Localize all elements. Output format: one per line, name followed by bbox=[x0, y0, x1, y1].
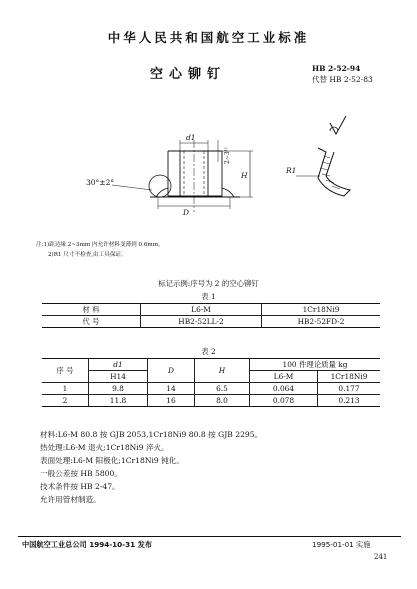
publisher: 中国航空工业总公司 1994-10-31 发布 bbox=[22, 540, 153, 549]
standard-number: HB 2-52-94 bbox=[312, 64, 361, 73]
cell-m2: 0.213 bbox=[318, 395, 381, 407]
replaces-note: 代替 HB 2-52-83 bbox=[312, 75, 373, 84]
document-title: 空心铆钉 bbox=[150, 67, 227, 82]
body-line: 材料:L6-M 80.8 按 GJB 2053,1Cr18Ni9 80.8 按 GJB 2295。 bbox=[40, 430, 263, 439]
header-mass: 100 件理论质量 kg bbox=[250, 359, 381, 371]
body-line: 表面处理:L6-M 阳极化;1Cr18Ni9 钝化。 bbox=[40, 456, 184, 465]
cell-m1: 0.064 bbox=[250, 383, 318, 395]
table1 bbox=[42, 303, 380, 328]
label-note-ref: 2~3¹⁾ bbox=[224, 147, 231, 164]
note-2: 2)R1 尺寸不检查,由工具保证。 bbox=[48, 252, 127, 258]
org-title: 中华人民共和国航空工业标准 bbox=[107, 30, 310, 45]
cell-D: 14 bbox=[148, 383, 195, 395]
header-d1: d1 bbox=[89, 359, 148, 371]
table1-cell: HB2-52LL-2 bbox=[141, 316, 262, 328]
table2 bbox=[42, 358, 380, 407]
marking-example: 标记示例:序号为 2 的空心铆钉 bbox=[158, 279, 259, 288]
cell-d1: 11.8 bbox=[89, 395, 148, 407]
header-H: H bbox=[195, 359, 250, 383]
cell-d1: 9.8 bbox=[89, 383, 148, 395]
table-row bbox=[42, 395, 380, 407]
page-number: 241 bbox=[374, 553, 388, 561]
header-m2: 1Cr18Ni9 bbox=[318, 371, 381, 383]
note-1: 注:1)距边缘 2~3mm 内允许材料变薄到 0.6mm。 bbox=[36, 242, 164, 248]
cell-m1: 0.078 bbox=[250, 395, 318, 407]
cell-D: 16 bbox=[148, 395, 195, 407]
table2-caption: 表 2 bbox=[201, 347, 216, 356]
label-R1: R1 bbox=[286, 166, 297, 175]
table1-cell: 1Cr18Ni9 bbox=[262, 304, 381, 316]
header-D: D bbox=[148, 359, 195, 383]
label-angle: 30°±2° bbox=[86, 178, 115, 187]
body-line: 热处理:L6-M 退火;1Cr18Ni9 淬火。 bbox=[40, 443, 169, 452]
footer-rule bbox=[18, 536, 401, 537]
label-H: H bbox=[241, 171, 248, 180]
header-m1: L6-M bbox=[250, 371, 318, 383]
header-d1-tol: H14 bbox=[89, 371, 148, 383]
table1-caption: 表 1 bbox=[201, 292, 216, 301]
cell-H: 8.0 bbox=[195, 395, 250, 407]
cell-H: 6.5 bbox=[195, 383, 250, 395]
table1-label: 代 号 bbox=[42, 316, 141, 328]
label-D: D bbox=[183, 208, 190, 217]
header-seq: 序 号 bbox=[42, 359, 89, 383]
body-line: 技术条件按 HB 2-47。 bbox=[40, 482, 120, 491]
cell-seq: 2 bbox=[42, 395, 89, 407]
table1-cell: L6-M bbox=[141, 304, 262, 316]
technical-requirements bbox=[40, 428, 262, 506]
body-line: 允许用管材制造。 bbox=[40, 495, 101, 504]
effective-date: 1995-01-01 实施 bbox=[312, 540, 371, 549]
cell-m2: 0.177 bbox=[318, 383, 381, 395]
rivet-drawing bbox=[0, 0, 417, 240]
body-line: 一般公差按 HB 5800。 bbox=[40, 469, 122, 478]
label-d1: d1 bbox=[186, 133, 196, 142]
cell-seq: 1 bbox=[42, 383, 89, 395]
table-row bbox=[42, 383, 380, 395]
table-row bbox=[42, 304, 380, 316]
notes bbox=[36, 240, 164, 260]
table1-cell: HB2-52FD-2 bbox=[262, 316, 381, 328]
table-header-row bbox=[42, 359, 380, 371]
table-row bbox=[42, 316, 380, 328]
table1-label: 材 料 bbox=[42, 304, 141, 316]
